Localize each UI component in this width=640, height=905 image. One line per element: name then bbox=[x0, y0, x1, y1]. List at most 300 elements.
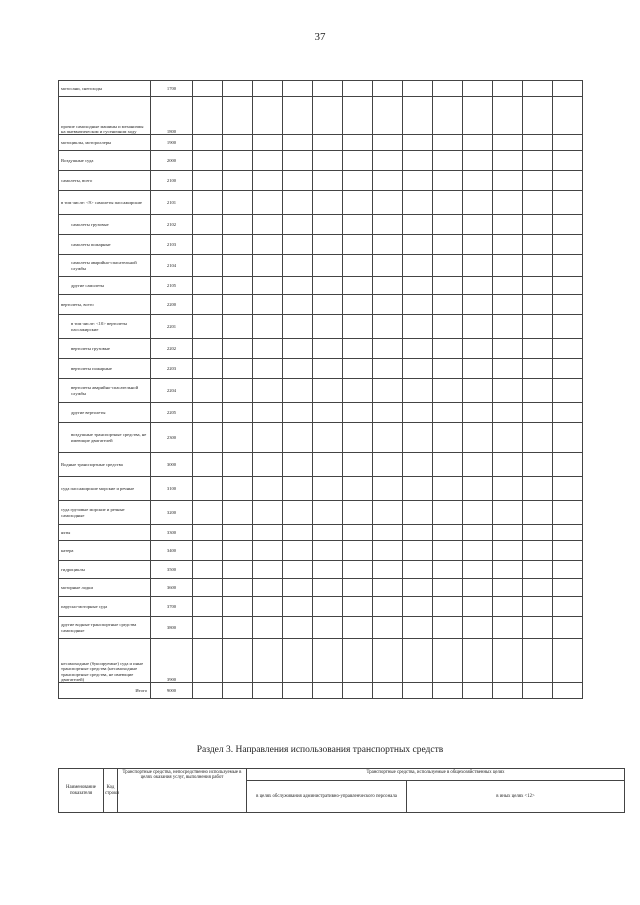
data-cell bbox=[553, 215, 583, 235]
data-cell bbox=[523, 541, 553, 561]
data-cell bbox=[313, 617, 343, 639]
data-cell bbox=[433, 97, 463, 135]
data-cell bbox=[253, 579, 283, 597]
data-cell bbox=[373, 191, 403, 215]
data-cell bbox=[193, 617, 223, 639]
data-cell bbox=[463, 315, 493, 339]
data-cell bbox=[523, 453, 553, 477]
data-cell bbox=[463, 171, 493, 191]
row-name: гидроциклы bbox=[59, 561, 151, 579]
table-row bbox=[59, 541, 583, 561]
data-cell bbox=[223, 477, 253, 501]
data-cell bbox=[313, 639, 343, 683]
data-cell bbox=[433, 423, 463, 453]
data-cell bbox=[463, 597, 493, 617]
data-cell bbox=[433, 639, 463, 683]
data-cell bbox=[403, 477, 433, 501]
data-cell bbox=[253, 151, 283, 171]
data-cell bbox=[313, 215, 343, 235]
data-cell bbox=[523, 525, 553, 541]
data-cell bbox=[433, 617, 463, 639]
data-cell bbox=[313, 525, 343, 541]
data-cell bbox=[283, 403, 313, 423]
data-cell bbox=[313, 579, 343, 597]
table-row bbox=[59, 579, 583, 597]
sec3-header-services: Транспортные средства, непосредственно используемые в целях оказания услуг, выполнения работ bbox=[118, 769, 247, 813]
data-cell bbox=[463, 501, 493, 525]
data-cell bbox=[493, 215, 523, 235]
sec3-header-general: Транспортные средства, используемые в общехозяйственных целях bbox=[247, 769, 625, 781]
data-cell bbox=[313, 541, 343, 561]
data-cell bbox=[553, 151, 583, 171]
data-cell bbox=[403, 541, 433, 561]
table-row bbox=[59, 295, 583, 315]
data-cell bbox=[223, 215, 253, 235]
data-cell bbox=[373, 359, 403, 379]
data-cell bbox=[343, 339, 373, 359]
data-cell bbox=[523, 359, 553, 379]
row-code: 3600 bbox=[151, 579, 193, 597]
data-cell bbox=[283, 617, 313, 639]
data-cell bbox=[493, 315, 523, 339]
row-name: самолеты грузовые bbox=[59, 215, 151, 235]
row-name: яхты bbox=[59, 525, 151, 541]
data-cell bbox=[373, 561, 403, 579]
data-cell bbox=[283, 525, 313, 541]
row-name: воздушные транспортные средства, не имеющие двигателей bbox=[59, 423, 151, 453]
data-cell bbox=[403, 639, 433, 683]
data-cell bbox=[343, 295, 373, 315]
data-cell bbox=[283, 295, 313, 315]
data-cell bbox=[493, 135, 523, 151]
row-code: 2200 bbox=[151, 295, 193, 315]
data-cell bbox=[553, 541, 583, 561]
data-cell bbox=[403, 525, 433, 541]
data-cell bbox=[433, 235, 463, 255]
row-name: мотосани, снегоходы bbox=[59, 81, 151, 97]
table-row bbox=[59, 277, 583, 295]
data-cell bbox=[343, 403, 373, 423]
data-cell bbox=[553, 255, 583, 277]
table-row bbox=[59, 315, 583, 339]
data-cell bbox=[193, 255, 223, 277]
data-cell bbox=[223, 561, 253, 579]
data-cell bbox=[493, 277, 523, 295]
data-cell bbox=[253, 453, 283, 477]
row-code: 2000 bbox=[151, 151, 193, 171]
data-cell bbox=[433, 683, 463, 699]
data-cell bbox=[313, 97, 343, 135]
row-name: моторные лодки bbox=[59, 579, 151, 597]
data-cell bbox=[343, 541, 373, 561]
data-cell bbox=[283, 315, 313, 339]
row-name: в том числе: <10> вертолеты пассажирские bbox=[59, 315, 151, 339]
data-cell bbox=[553, 597, 583, 617]
data-cell bbox=[343, 579, 373, 597]
data-cell bbox=[373, 215, 403, 235]
data-cell bbox=[223, 579, 253, 597]
data-cell bbox=[463, 423, 493, 453]
data-cell bbox=[463, 683, 493, 699]
data-cell bbox=[433, 151, 463, 171]
data-cell bbox=[283, 579, 313, 597]
row-name: прочие самоходные машины и механизмы на пневматическом и гусеничном ходу bbox=[59, 97, 151, 135]
row-code: 3100 bbox=[151, 477, 193, 501]
data-cell bbox=[283, 339, 313, 359]
data-cell bbox=[313, 295, 343, 315]
row-code: 2300 bbox=[151, 423, 193, 453]
sec3-header-name: Наименование показателя bbox=[59, 769, 104, 813]
table-row bbox=[59, 135, 583, 151]
data-cell bbox=[223, 235, 253, 255]
row-code: 1700 bbox=[151, 81, 193, 97]
data-cell bbox=[493, 423, 523, 453]
data-cell bbox=[343, 215, 373, 235]
data-cell bbox=[403, 579, 433, 597]
data-cell bbox=[193, 477, 223, 501]
data-cell bbox=[403, 379, 433, 403]
data-cell bbox=[433, 525, 463, 541]
data-cell bbox=[433, 379, 463, 403]
data-cell bbox=[493, 255, 523, 277]
data-cell bbox=[403, 597, 433, 617]
data-cell bbox=[253, 191, 283, 215]
row-name: вертолеты аварийно-спасательной службы bbox=[59, 379, 151, 403]
data-cell bbox=[493, 639, 523, 683]
row-code: 2101 bbox=[151, 191, 193, 215]
data-cell bbox=[493, 525, 523, 541]
row-code: 2204 bbox=[151, 379, 193, 403]
data-cell bbox=[223, 453, 253, 477]
data-cell bbox=[523, 379, 553, 403]
table-row bbox=[59, 639, 583, 683]
data-cell bbox=[523, 477, 553, 501]
data-cell bbox=[223, 639, 253, 683]
data-cell bbox=[463, 191, 493, 215]
data-cell bbox=[433, 191, 463, 215]
data-cell bbox=[463, 135, 493, 151]
data-cell bbox=[493, 339, 523, 359]
data-cell bbox=[193, 151, 223, 171]
data-cell bbox=[193, 423, 223, 453]
row-name: другие самолеты bbox=[59, 277, 151, 295]
row-code: 2203 bbox=[151, 359, 193, 379]
data-cell bbox=[223, 597, 253, 617]
data-cell bbox=[373, 255, 403, 277]
data-cell bbox=[553, 525, 583, 541]
table-row bbox=[59, 617, 583, 639]
data-cell bbox=[283, 215, 313, 235]
data-cell bbox=[373, 315, 403, 339]
data-cell bbox=[193, 453, 223, 477]
data-cell bbox=[433, 453, 463, 477]
row-name: в том числе: <9> самолеты пассажирские bbox=[59, 191, 151, 215]
data-cell bbox=[253, 81, 283, 97]
row-name: катера bbox=[59, 541, 151, 561]
row-code: 2205 bbox=[151, 403, 193, 423]
data-cell bbox=[493, 477, 523, 501]
data-cell bbox=[253, 477, 283, 501]
table-row bbox=[59, 403, 583, 423]
data-cell bbox=[193, 315, 223, 339]
data-cell bbox=[283, 639, 313, 683]
data-cell bbox=[193, 379, 223, 403]
data-cell bbox=[463, 403, 493, 423]
data-cell bbox=[433, 541, 463, 561]
data-cell bbox=[463, 359, 493, 379]
data-cell bbox=[283, 135, 313, 151]
data-cell bbox=[403, 423, 433, 453]
data-cell bbox=[373, 97, 403, 135]
data-cell bbox=[523, 579, 553, 597]
data-cell bbox=[523, 81, 553, 97]
data-cell bbox=[403, 453, 433, 477]
data-cell bbox=[553, 171, 583, 191]
data-cell bbox=[283, 359, 313, 379]
data-cell bbox=[253, 597, 283, 617]
data-cell bbox=[223, 135, 253, 151]
data-cell bbox=[523, 255, 553, 277]
data-cell bbox=[463, 453, 493, 477]
data-cell bbox=[493, 453, 523, 477]
data-cell bbox=[253, 359, 283, 379]
row-code: 2102 bbox=[151, 215, 193, 235]
table-row bbox=[59, 453, 583, 477]
data-cell bbox=[463, 379, 493, 403]
data-cell bbox=[343, 617, 373, 639]
data-cell bbox=[523, 235, 553, 255]
section-3-title: Раздел 3. Направления использования транспортных средств bbox=[196, 745, 444, 755]
data-cell bbox=[223, 683, 253, 699]
data-cell bbox=[313, 403, 343, 423]
data-cell bbox=[313, 477, 343, 501]
data-cell bbox=[343, 315, 373, 339]
data-cell bbox=[253, 171, 283, 191]
row-code: 1900 bbox=[151, 135, 193, 151]
data-cell bbox=[253, 97, 283, 135]
row-code: 3500 bbox=[151, 561, 193, 579]
data-cell bbox=[193, 639, 223, 683]
data-cell bbox=[343, 597, 373, 617]
data-cell bbox=[403, 97, 433, 135]
data-cell bbox=[343, 561, 373, 579]
data-cell bbox=[253, 561, 283, 579]
row-name: самолеты, всего bbox=[59, 171, 151, 191]
data-cell bbox=[373, 541, 403, 561]
table-row bbox=[59, 81, 583, 97]
data-cell bbox=[553, 81, 583, 97]
table-row bbox=[59, 477, 583, 501]
data-cell bbox=[463, 255, 493, 277]
data-cell bbox=[493, 683, 523, 699]
data-cell bbox=[313, 379, 343, 403]
data-cell bbox=[403, 339, 433, 359]
data-cell bbox=[463, 277, 493, 295]
data-cell bbox=[223, 315, 253, 339]
data-cell bbox=[553, 97, 583, 135]
data-cell bbox=[313, 359, 343, 379]
data-cell bbox=[523, 617, 553, 639]
data-cell bbox=[403, 215, 433, 235]
data-cell bbox=[523, 171, 553, 191]
data-cell bbox=[253, 617, 283, 639]
data-cell bbox=[553, 561, 583, 579]
table-row bbox=[59, 339, 583, 359]
data-cell bbox=[373, 379, 403, 403]
data-cell bbox=[373, 525, 403, 541]
data-cell bbox=[193, 501, 223, 525]
data-cell bbox=[223, 295, 253, 315]
row-name: суда грузовые морские и речные самоходные bbox=[59, 501, 151, 525]
data-cell bbox=[403, 359, 433, 379]
data-cell bbox=[253, 277, 283, 295]
data-cell bbox=[373, 683, 403, 699]
data-cell bbox=[193, 215, 223, 235]
data-cell bbox=[283, 255, 313, 277]
data-cell bbox=[463, 617, 493, 639]
data-cell bbox=[223, 403, 253, 423]
table-row bbox=[59, 561, 583, 579]
data-cell bbox=[343, 501, 373, 525]
data-cell bbox=[193, 561, 223, 579]
row-code: 9000 bbox=[151, 683, 193, 699]
data-cell bbox=[523, 561, 553, 579]
data-cell bbox=[493, 561, 523, 579]
data-cell bbox=[403, 617, 433, 639]
row-code: 2104 bbox=[151, 255, 193, 277]
row-code: 3900 bbox=[151, 639, 193, 683]
data-cell bbox=[313, 255, 343, 277]
data-cell bbox=[343, 81, 373, 97]
data-cell bbox=[223, 81, 253, 97]
data-cell bbox=[313, 339, 343, 359]
data-cell bbox=[313, 235, 343, 255]
data-cell bbox=[463, 235, 493, 255]
table-row bbox=[59, 359, 583, 379]
table-row bbox=[59, 423, 583, 453]
data-cell bbox=[193, 191, 223, 215]
data-cell bbox=[283, 683, 313, 699]
data-cell bbox=[403, 171, 433, 191]
data-cell bbox=[403, 151, 433, 171]
data-cell bbox=[253, 501, 283, 525]
data-cell bbox=[403, 235, 433, 255]
data-cell bbox=[253, 235, 283, 255]
data-cell bbox=[193, 171, 223, 191]
data-cell bbox=[373, 639, 403, 683]
data-cell bbox=[193, 235, 223, 255]
data-cell bbox=[193, 277, 223, 295]
data-cell bbox=[223, 255, 253, 277]
data-cell bbox=[523, 683, 553, 699]
data-cell bbox=[253, 135, 283, 151]
data-cell bbox=[373, 423, 403, 453]
data-cell bbox=[463, 215, 493, 235]
row-code: 2100 bbox=[151, 171, 193, 191]
data-cell bbox=[463, 295, 493, 315]
table-row bbox=[59, 597, 583, 617]
table-row bbox=[59, 215, 583, 235]
data-cell bbox=[403, 315, 433, 339]
data-cell bbox=[373, 235, 403, 255]
data-cell bbox=[553, 339, 583, 359]
vehicles-table bbox=[58, 80, 583, 699]
data-cell bbox=[343, 135, 373, 151]
data-cell bbox=[433, 171, 463, 191]
data-cell bbox=[553, 683, 583, 699]
row-code: 2201 bbox=[151, 315, 193, 339]
data-cell bbox=[343, 151, 373, 171]
data-cell bbox=[403, 135, 433, 151]
data-cell bbox=[523, 639, 553, 683]
data-cell bbox=[313, 277, 343, 295]
data-cell bbox=[313, 171, 343, 191]
data-cell bbox=[343, 255, 373, 277]
data-cell bbox=[493, 403, 523, 423]
row-code: 3700 bbox=[151, 597, 193, 617]
data-cell bbox=[553, 315, 583, 339]
data-cell bbox=[223, 277, 253, 295]
row-name: Итого bbox=[59, 683, 151, 699]
data-cell bbox=[253, 683, 283, 699]
row-code: 2105 bbox=[151, 277, 193, 295]
data-cell bbox=[343, 477, 373, 501]
data-cell bbox=[523, 97, 553, 135]
data-cell bbox=[433, 81, 463, 97]
data-cell bbox=[493, 579, 523, 597]
data-cell bbox=[223, 97, 253, 135]
data-cell bbox=[403, 561, 433, 579]
data-cell bbox=[283, 541, 313, 561]
data-cell bbox=[283, 597, 313, 617]
row-name: самолеты пожарные bbox=[59, 235, 151, 255]
data-cell bbox=[493, 295, 523, 315]
data-cell bbox=[283, 477, 313, 501]
sec3-header-code: Код строки bbox=[104, 769, 118, 813]
sec3-header-admin: в целях обслуживания административно-управленческого персонала bbox=[247, 781, 407, 813]
data-cell bbox=[343, 683, 373, 699]
data-cell bbox=[553, 579, 583, 597]
data-cell bbox=[193, 359, 223, 379]
data-cell bbox=[343, 359, 373, 379]
data-cell bbox=[313, 501, 343, 525]
data-cell bbox=[223, 339, 253, 359]
row-code: 2202 bbox=[151, 339, 193, 359]
data-cell bbox=[433, 215, 463, 235]
data-cell bbox=[223, 423, 253, 453]
data-cell bbox=[373, 453, 403, 477]
data-cell bbox=[433, 359, 463, 379]
data-cell bbox=[373, 403, 403, 423]
data-cell bbox=[493, 97, 523, 135]
row-name: вертолеты грузовые bbox=[59, 339, 151, 359]
data-cell bbox=[283, 561, 313, 579]
data-cell bbox=[433, 561, 463, 579]
data-cell bbox=[373, 277, 403, 295]
data-cell bbox=[283, 501, 313, 525]
data-cell bbox=[343, 525, 373, 541]
data-cell bbox=[283, 171, 313, 191]
data-cell bbox=[313, 315, 343, 339]
data-cell bbox=[223, 617, 253, 639]
data-cell bbox=[433, 403, 463, 423]
data-cell bbox=[343, 379, 373, 403]
data-cell bbox=[223, 151, 253, 171]
data-cell bbox=[523, 339, 553, 359]
data-cell bbox=[493, 541, 523, 561]
row-name: другие вертолеты bbox=[59, 403, 151, 423]
data-cell bbox=[283, 81, 313, 97]
